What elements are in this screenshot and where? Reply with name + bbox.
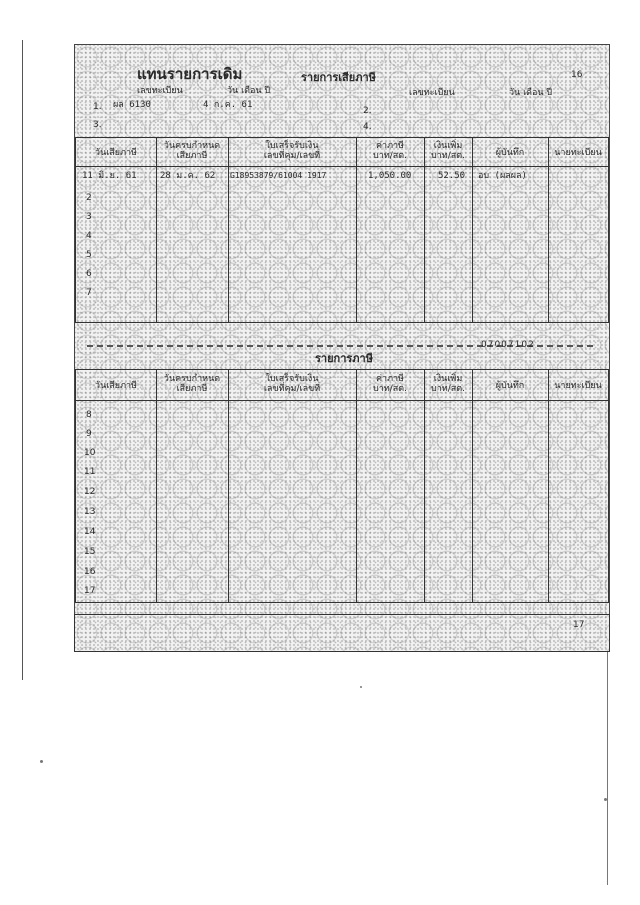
top-page-number: 16 xyxy=(571,70,583,80)
paper-speck xyxy=(360,686,362,688)
stamp-serial-number: 07007102 xyxy=(481,340,535,350)
row-number: 4 xyxy=(86,231,92,241)
row-number: 10 xyxy=(84,448,96,458)
left-registration-label: เลขทะเบียน xyxy=(137,86,183,96)
left-date-label: วัน เดือน ปี xyxy=(227,86,271,96)
row-number: 7 xyxy=(86,288,92,298)
right-registration-label: เลขทะเบียน xyxy=(409,88,455,98)
column-header: นายทะเบียน xyxy=(554,381,602,391)
vehicle-tax-record-sheet xyxy=(74,44,610,652)
line-number: 1. xyxy=(93,102,102,112)
row-number: 14 xyxy=(84,527,96,537)
column-header: เงินเพิ่ม บาท/สต. xyxy=(431,141,465,162)
row-number: 13 xyxy=(84,507,96,517)
tax-list-title: รายการภาษี xyxy=(315,352,373,365)
column-header: ค่าภาษี บาท/สต. xyxy=(373,141,407,162)
column-header: ผู้บันทึก xyxy=(495,148,525,158)
row-receipt-number: G18953879/61004 1917 xyxy=(230,171,327,180)
row-due-date: 28 ม.ค. 62 xyxy=(160,171,216,181)
left-margin-line xyxy=(22,40,23,680)
row-tax-amount: 1,050.00 xyxy=(368,171,412,181)
right-date-label: วัน เดือน ปี xyxy=(509,88,553,98)
right-margin-line xyxy=(607,650,608,885)
row-number: 9 xyxy=(86,429,92,439)
row-number: 11 xyxy=(84,467,96,477)
column-header: ค่าภาษี บาท/สต. xyxy=(373,374,407,395)
row-recorder: อบ (ผลผล) xyxy=(478,171,527,181)
line-number: 4. xyxy=(363,122,372,132)
column-header: วันครบกำหนด เสียภาษี xyxy=(163,374,221,395)
bottom-tax-table xyxy=(75,369,609,603)
column-header: ผู้บันทึก xyxy=(495,381,525,391)
tax-section-title: รายการเสียภาษี xyxy=(301,71,376,84)
top-tax-table xyxy=(75,137,609,323)
column-header: วันครบกำหนด เสียภาษี xyxy=(163,141,221,162)
form-title: แทนรายการเดิม xyxy=(137,65,243,83)
paper-speck xyxy=(40,760,43,763)
plate-number: ผล 6130 xyxy=(113,100,151,110)
row-number: 16 xyxy=(84,567,96,577)
column-header: ใบเสร็จรับเงิน เลขที่คุม/เลขที่ xyxy=(263,141,321,162)
row-number: 15 xyxy=(84,547,96,557)
row-number: 8 xyxy=(86,410,92,420)
registration-date: 4 ก.ค. 61 xyxy=(203,100,253,110)
row-surcharge: 52.50 xyxy=(438,171,466,181)
row-number: 12 xyxy=(84,487,96,497)
line-number: 3. xyxy=(93,120,102,130)
line-number: 2. xyxy=(363,106,372,116)
row-number: 17 xyxy=(84,586,96,596)
row-number: 6 xyxy=(86,269,92,279)
column-header: ใบเสร็จรับเงิน เลขที่คุม/เลขที่ xyxy=(263,374,321,395)
row-number: 3 xyxy=(86,212,92,222)
column-header: วันเสียภาษี xyxy=(95,148,137,158)
bottom-page-number: 17 xyxy=(573,620,585,630)
paper-speck xyxy=(604,798,607,801)
row-number: 2 xyxy=(86,193,92,203)
row-pay-date: 11 มิ.ย. 61 xyxy=(82,171,137,181)
row-number: 5 xyxy=(86,250,92,260)
column-header: นายทะเบียน xyxy=(554,148,602,158)
bottom-blank-strip xyxy=(74,614,610,652)
column-header: วันเสียภาษี xyxy=(95,381,137,391)
column-header: เงินเพิ่ม บาท/สต. xyxy=(431,374,465,395)
